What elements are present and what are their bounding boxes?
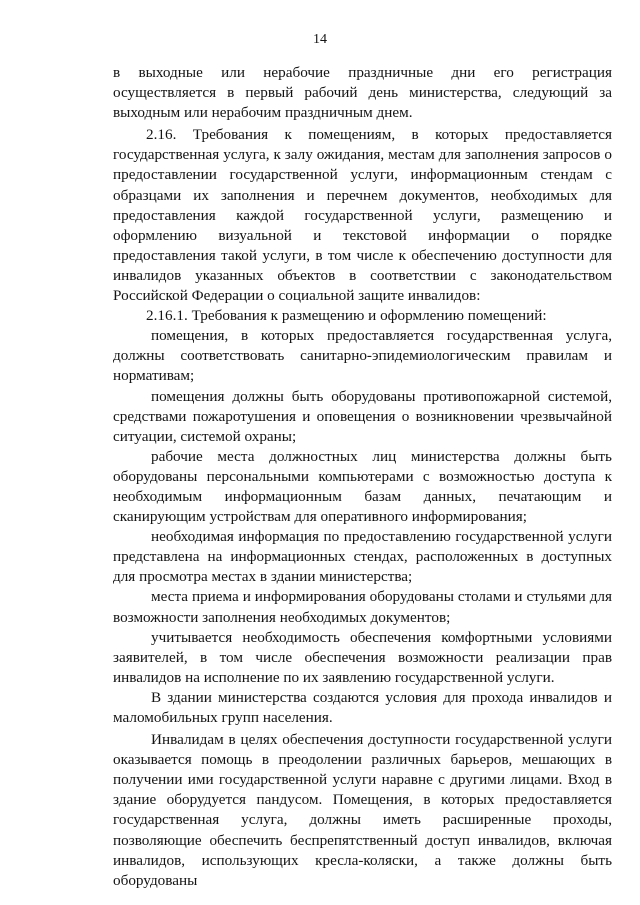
body-text <box>113 63 612 891</box>
paragraph-comfort-conditions: учитывается необходимость обеспечения комфортными условиями заявителей, в том числе обеспечения возможности реализации прав инвалидов на исполнение по их заявлению государственной услуги. <box>113 628 612 686</box>
paragraph-sanitary-norms: помещения, в которых предоставляется государственная услуга, должны соответствовать санитарно-эпидемиологическим правилам и нормативам; <box>113 327 612 385</box>
paragraph-reception-places: места приема и информирования оборудованы столами и стульями для возможности заполнения необходимых документов; <box>113 588 612 626</box>
paragraph-building-accessibility: В здании министерства создаются условия для прохода инвалидов и маломобильных групп населения. <box>113 688 612 726</box>
page-number: 14 <box>313 32 327 47</box>
paragraph-info-stands: необходимая информация по предоставлению государственной услуги представлена на информационных стендах, расположенных в доступных для просмотра местах в здании министерства; <box>113 528 612 586</box>
paragraph-2-16-1-heading: 2.16.1. Требования к размещению и оформлению помещений: <box>146 307 547 325</box>
paragraph-disabled-assistance: Инвалидам в целях обеспечения доступности государственной услуги оказывается помощь в преодолении различных барьеров, мешающих в получении ими государственной услуги наравне с другими лицами. Вход в здание оборудуется пандусом. Помещения, в которых предоставляется государственная услуга, должны иметь расширенные проходы, позволяющие обеспечить беспрепятственный доступ инвалидов, включая инвалидов, использующих кресла-коляски, а также должны быть оборудованы <box>113 731 612 889</box>
paragraph-2-16-requirements: 2.16. Требования к помещениям, в которых предоставляется государственная услуга, к залу ожидания, местам для заполнения запросов о предоставлении государственной услуги, информационным стендам с образцами их заполнения и перечнем документов, необходимых для предоставления каждой государственной услуги, размещению и оформлению визуальной и текстовой информации о порядке предоставления такой услуги, в том числе к обеспечению доступности для инвалидов указанных объектов в соответствии с законодательством Российской Федерации о социальной защите инвалидов: <box>113 126 612 305</box>
paragraph-fire-safety: помещения должны быть оборудованы противопожарной системой, средствами пожаротушения и оповещения о возникновении чрезвычайной ситуации, системой охраны; <box>113 387 612 445</box>
paragraph-registration-continuation: в выходные или нерабочие праздничные дни его регистрация осуществляется в первый рабочий день министерства, следующий за выходным или нерабочим праздничным днем. <box>113 64 612 122</box>
paragraph-workplaces: рабочие места должностных лиц министерства должны быть оборудованы персональными компьютерами с возможностью доступа к необходимым информационным базам данных, печатающим и сканирующим устройствам для оперативного информирования; <box>113 447 612 526</box>
